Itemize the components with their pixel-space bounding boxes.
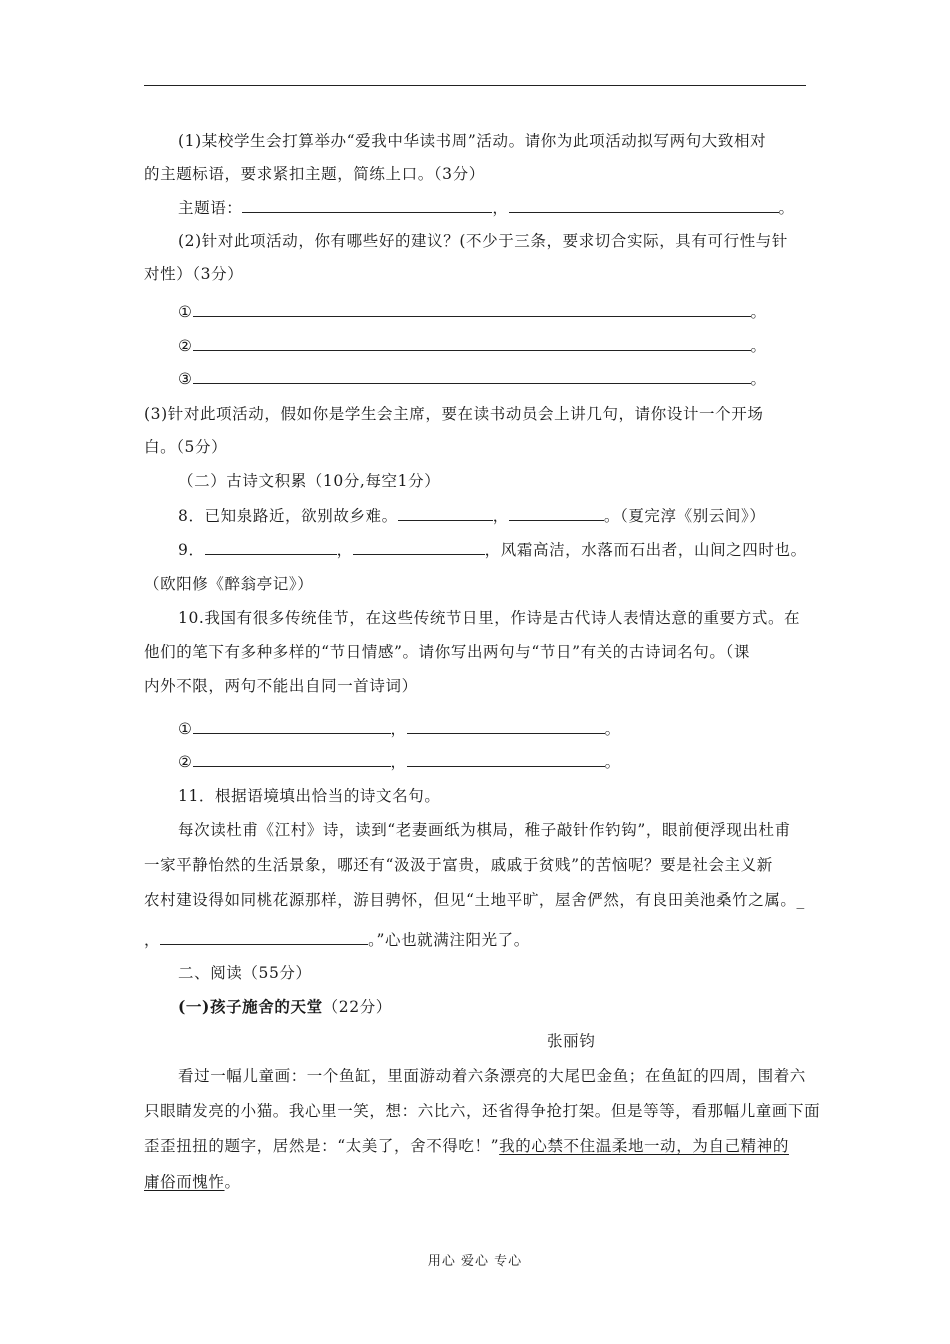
q3-line-2: 白。（5分） [144, 438, 228, 456]
underlined-sentence-end: 庸俗而愧怍 [144, 1173, 225, 1191]
q8-source: 。（夏完淳《别云间》） [603, 507, 766, 525]
q10-blank-1b[interactable] [407, 718, 605, 734]
page-footer: 用心 爱心 专心 [427, 1254, 523, 1269]
q11-blank[interactable] [160, 929, 368, 945]
slogan-period: 。 [778, 199, 795, 217]
q9-comma: ， [336, 541, 353, 559]
q9-number: 9． [178, 541, 205, 559]
article-author: 张丽钧 [547, 1032, 596, 1050]
q10-blank-1a[interactable] [193, 718, 391, 734]
q10-line-1: 10.我国有很多传统佳节，在这些传统节日里，作诗是古代诗人表情达意的重要方式。在 [178, 609, 801, 627]
article-score: （22分） [322, 998, 392, 1016]
q11-para-line-4 [144, 929, 530, 950]
q2-period: 。 [750, 303, 767, 321]
article-para-line-3 [144, 1136, 789, 1156]
q2-line-2: 对性）（3分） [144, 265, 244, 283]
q9-blank-2[interactable] [353, 539, 485, 555]
q2-item-marker: ① [178, 303, 193, 321]
section-ancient-poetry-heading: （二）古诗文积累（10分,每空1分） [178, 472, 441, 490]
q1-slogan-row [178, 197, 795, 218]
q10-answer-2 [178, 751, 621, 772]
q8-blank-2[interactable] [509, 505, 604, 521]
q11-title: 11．根据语境填出恰当的诗文名句。 [178, 787, 441, 805]
q10-comma: ， [390, 720, 407, 738]
q2-answer-1 [178, 301, 767, 322]
q2-answer-3 [178, 368, 767, 389]
article-para-line-2: 只眼睛发亮的小猫。我心里一笑，想：六比六，还省得争抢打架。但是等等，看那幅儿童画下面 [144, 1102, 821, 1120]
q2-item-marker: ③ [178, 370, 193, 388]
article-para-line-4 [144, 1172, 241, 1192]
q2-answer-2 [178, 335, 767, 356]
underlined-sentence: 我的心禁不住温柔地一动，为自己精神的 [499, 1137, 789, 1155]
q8-text: 8．已知泉路近，欲别故乡难。 [178, 507, 398, 525]
q8-blank-1[interactable] [398, 505, 493, 521]
q9-blank-1[interactable] [205, 539, 337, 555]
q10-line-2: 他们的笔下有多种多样的“节日情感”。请你写出两句与“节日”有关的古诗词名句。（课 [144, 643, 750, 661]
q10-comma: ， [390, 753, 407, 771]
q1-line-1: (1)某校学生会打算举办“爱我中华读书周”活动。请你为此项活动拟写两句大致相对 [178, 132, 767, 150]
q2-blank-3[interactable] [193, 368, 751, 384]
q2-period: 。 [750, 370, 767, 388]
q2-item-marker: ② [178, 337, 193, 355]
q11-para-line-3: 农村建设得如同桃花源那样，游目骋怀，但见“土地平旷，屋舍俨然，有良田美池桑竹之属。_ [144, 891, 805, 909]
q9-source: （欧阳修《醉翁亭记》） [144, 575, 314, 593]
reading-heading: 二、阅读（55分） [178, 964, 312, 982]
q3-line-1: (3)针对此项活动，假如你是学生会主席，要在读书动员会上讲几句，请你设计一个开场 [144, 405, 764, 423]
article-title: (一)孩子施舍的天堂 [178, 997, 323, 1016]
q2-blank-2[interactable] [193, 335, 751, 351]
q10-answer-1 [178, 718, 621, 739]
q1-line-2: 的主题标语，要求紧扣主题，简练上口。（3分） [144, 165, 485, 183]
article-period: 。 [224, 1173, 241, 1191]
slogan-label: 主题语： [178, 199, 243, 217]
q10-blank-2b[interactable] [407, 751, 605, 767]
q8-row [178, 505, 765, 526]
q9-row [178, 539, 807, 560]
q11-para-line-1: 每次读杜甫《江村》诗，读到“老妻画纸为棋局，稚子敲针作钓钩”，眼前便浮现出杜甫 [178, 821, 791, 839]
q10-blank-2a[interactable] [193, 751, 391, 767]
slogan-blank-1[interactable] [242, 197, 492, 213]
header-rule [144, 85, 806, 86]
q2-period: 。 [750, 337, 767, 355]
q8-comma: ， [492, 507, 509, 525]
article-text: 歪歪扭扭的题字，居然是：“太美了，舍不得吃！” [144, 1137, 500, 1155]
article-para-line-1: 看过一幅儿童画：一个鱼缸，里面游动着六条漂亮的大尾巴金鱼；在鱼缸的四周，围着六 [178, 1067, 806, 1085]
q11-para-line-2: 一家平静怡然的生活景象，哪还有“汲汲于富贵，戚戚于贫贱”的苦恼呢？要是社会主义新 [144, 856, 773, 874]
q2-line-1: (2)针对此项活动，你有哪些好的建议？(不少于三条，要求切合实际，具有可行性与针 [178, 232, 789, 250]
q10-period: 。 [604, 753, 621, 771]
q10-period: 。 [604, 720, 621, 738]
q10-item-marker: ① [178, 720, 193, 738]
q11-comma: ， [144, 931, 161, 949]
q10-item-marker: ② [178, 753, 193, 771]
slogan-blank-2[interactable] [509, 197, 779, 213]
article-title-row [178, 997, 392, 1017]
q10-line-3: 内外不限，两句不能出自同一首诗词） [144, 677, 418, 695]
slogan-comma: ， [492, 199, 509, 217]
q2-blank-1[interactable] [193, 301, 751, 317]
q11-tail: 。”心也就满注阳光了。 [368, 931, 530, 949]
q9-text: ，风霜高洁，水落而石出者，山间之四时也。 [484, 541, 807, 559]
